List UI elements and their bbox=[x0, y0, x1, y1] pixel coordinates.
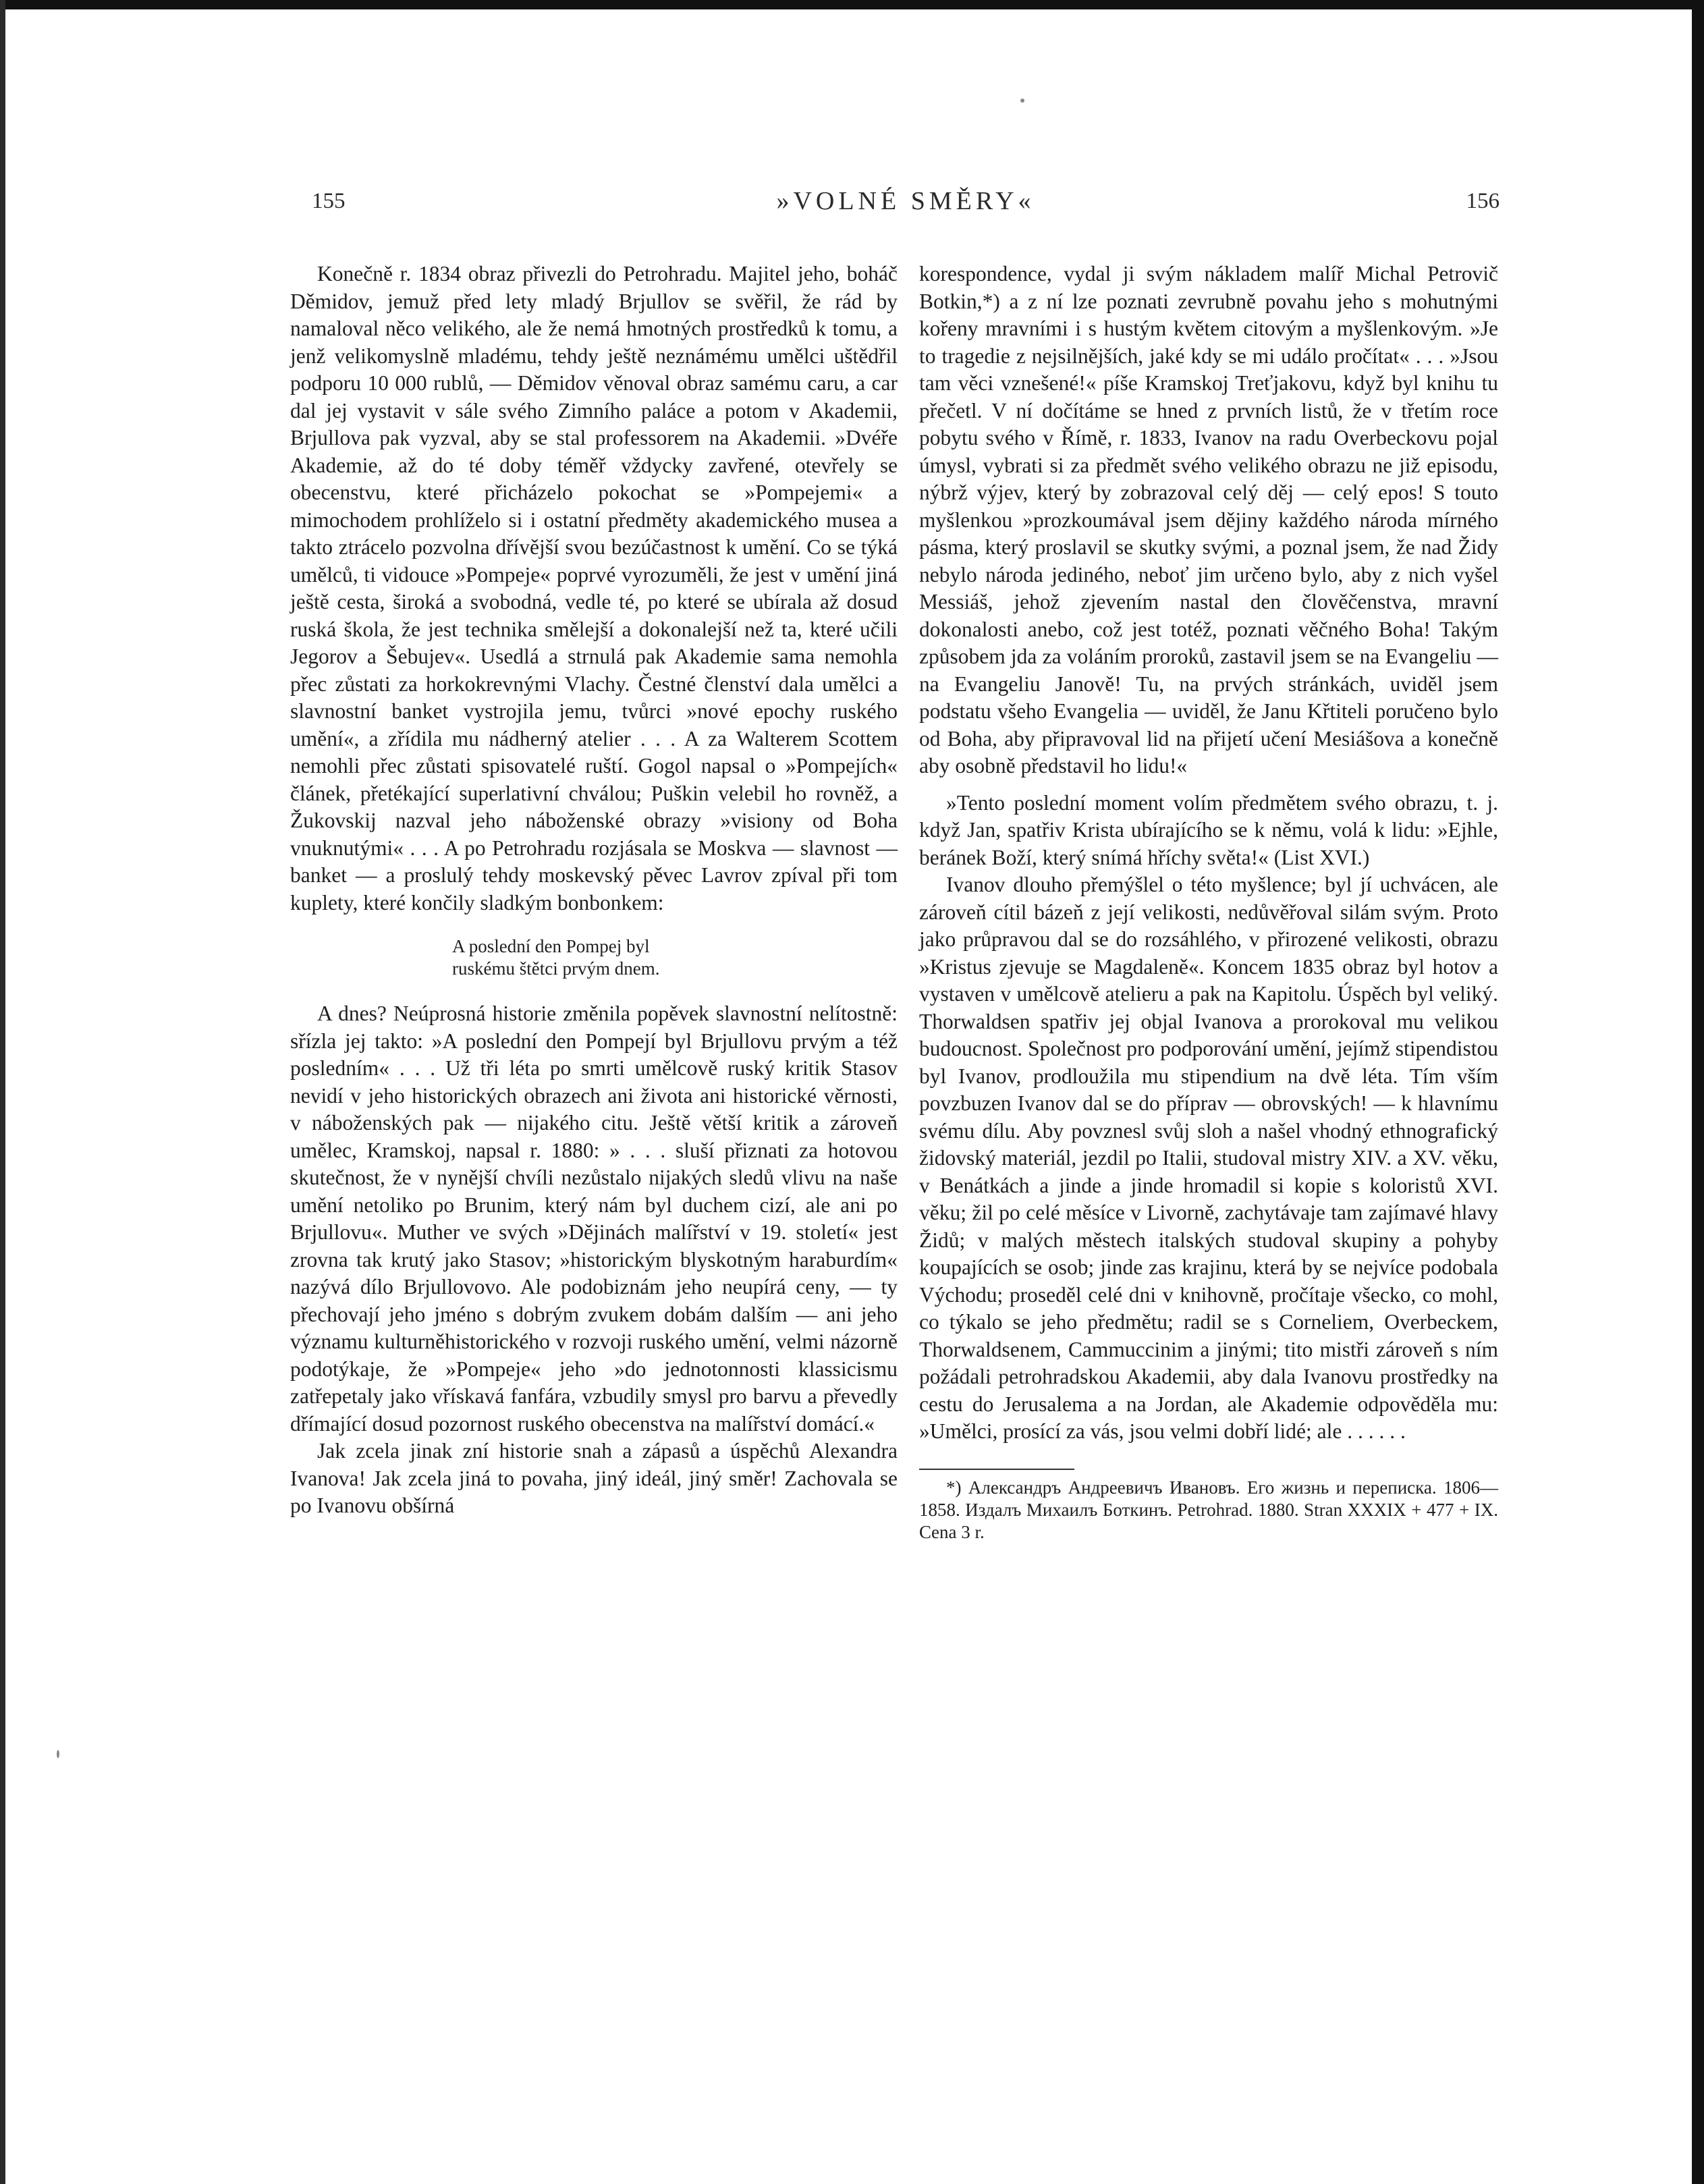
scan-border-top bbox=[0, 0, 1704, 9]
paragraph: »Tento poslední moment volím předmětem svého obrazu, t. j. když Jan, spatřiv Krista ubírajícího se k němu, volá k lidu: »Ejhle, beránek Boží, který snímá hříchy světa!« (List XVI.) bbox=[919, 790, 1498, 869]
page-number-left: 155 bbox=[312, 189, 346, 213]
paragraph: Konečně r. 1834 obraz přivezli do Petrohradu. Majitel jeho, boháč Děmidov, jemuž před lety mladý Brjullov se svěřil, že rád by namaloval něco velikého, ale že nemá hmotných prostředků k tomu, a jenž velikomyslně mladému, tehdy ještě neznámému umělci uštědřil podporu 10 000 rublů, — Děmidov věnoval obraz samému caru, a car dal jej vystavit v sále svého Zimního paláce a potom v Akademii, Brjullova pak vyzval, aby se stal professorem na Akademii. »Dvéře Akademie, až do té doby téměř vždycky zavřené, otevřely se obecenstvu, které přicházelo pokochat se »Pompejemi« a mimochodem prohlíželo si i ostatní předměty akademického musea a takto ztrácelo pozvolna dřívější svou bezúčastnost k umění. Co se týká umělců, ti vidouce »Pompeje« poprvé vyrozuměli, že jest v umění jiná ještě cesta, široká a svobodná, vedle té, po které se ubírala až dosud ruská škola, že jest technika smělejší a dokonalejší než ta, které učili Jegorov a Šebujev«. Usedlá a strnulá pak Akademie sama nemohla přec zůstati za horkokrevnými Vlachy. Čestné členství dala umělci a slavnostní banket vystrojila jemu, tvůrci »nové epochy ruského umění«, a zřídila mu nádherný atelier . . . A za Walterem Scottem nemohli přec zůstati spisovatelé ruští. Gogol napsal o »Pompejích« článek, přetékající superlativní chválou; Puškin velebil ho rovněž, a Žukovskij nazval jeho náboženské obrazy »visiony od Boha vnuknutými« . . . A po Petrohradu rozjásala se Moskva — slavnost — banket — a proslulý tehdy moskevský pěvec Lavrov zpíval při tom kuplety, které končily sladkým bonbonkem: bbox=[290, 262, 898, 914]
verse-line: ruskému štětci prvým dnem. bbox=[452, 958, 660, 979]
journal-title: »VOLNÉ SMĚRY« bbox=[776, 187, 1035, 215]
scan-border-left bbox=[0, 0, 5, 2184]
footnote-divider bbox=[919, 1469, 1074, 1470]
page-number-right: 156 bbox=[1466, 189, 1500, 213]
paragraph: Ivanov dlouho přemýšlel o této myšlence; byl jí uchvácen, ale zároveň cítil bázeň z její velikosti, nedůvěřoval silám svým. Proto jako průpravou dal se do rozsáhlého, v přirozené velikosti, obrazu »Kristus zjevuje se Magdaleně«. Koncem 1835 obraz byl hotov a vystaven v umělcově atelieru a pak na Kapitolu. Úspěch byl veliký. Thorwaldsen spatřiv jej objal Ivanova a prorokoval mu velikou budoucnost. Společnost pro podporování umění, jejímž stipendistou byl Ivanov, prodloužila mu stipendium na dvě léta. Tím vším povzbuzen Ivanov dal se do příprav — obrovských! — k hlavnímu svému dílu. Aby povznesl svůj sloh a našel vhodný ethnografický židovský materiál, jezdil po Italii, studoval mistry XIV. a XV. věku, v Benátkách a jinde a jinde hromadil si kopie s koloristů XVI. věku; žil po celé měsíce v Livorně, zachytávaje tam zajímavé hlavy Židů; v malých městech italských studoval skupiny a pohyby koupajících se osob; jinde zas krajinu, která by se nejvíce podobala Východu; proseděl celé dni v knihovně, pročítaje všecko, co mohl, co týkalo se jeho předmětu; radil se s Corneliem, Overbeckem, Thorwaldsenem, Cammuccinim a jinými; tito mistři zároveň s ním požádali petrohradskou Akademii, aby dala Ivanovu prostředky na cestu do Jerusalema a na Jordan, ale Akademie odpověděla mu: »Umělci, prosící za vás, jsou velmi dobří lidé; ale . . . . . . bbox=[919, 873, 1498, 1443]
verse-quote bbox=[290, 935, 898, 980]
paragraph: Jak zcela jinak zní historie snah a zápasů a úspěchů Alexandra Ivanova! Jak zcela jiná to povaha, jiný ideál, jiný směr! Zachovala se po Ivanovu obšírná bbox=[290, 1439, 898, 1517]
scan-speck bbox=[57, 1750, 59, 1758]
scan-border-right bbox=[1692, 0, 1704, 2184]
left-column bbox=[290, 261, 898, 1520]
right-column bbox=[919, 261, 1498, 1544]
paragraph: A dnes? Neúprosná historie změnila popěvek slavnostní nelítostně: sřízla jej takto: »A poslední den Pompejí byl Brjullovu prvým a též posledním« . . . Už tři léta po smrti umělcově ruský kritik Stasov nevidí v jeho historických obrazech ani života ani historické věrnosti, v náboženských pak — nijakého citu. Ještě větší kritik a zároveň umělec, Kramskoj, napsal r. 1880: » . . . sluší přiznati za hotovou skutečnost, že v nynější chvíli nezůstalo nijakých sledů vlivu na naše umění netoliko po Brunim, který nám byl duchem cizí, ale ani po Brjullovu«. Muther ve svých »Dějinách malířství v 19. století« jest zrovna tak krutý jako Stasov; »historickým blyskotným haraburdím« nazývá dílo Brjullovovo. Ale podobiznám jeho neupírá ceny, — ty přechovají jeho jméno s dobrým zvukem dobám dalším — ani jeho významu kulturněhistorického v rozvoji ruského umění, velmi názorně podotýkaje, že »Pompeje« jeho »do jednotonnosti klassicismu zatřepetaly jako vřískavá fanfára, vzbudily smysl pro barvu a převedly dřímající dosud pozornost ruského obecenstva na malířství domácí.« bbox=[290, 1002, 898, 1436]
paragraph: korespondence, vydal ji svým nákladem malíř Michal Petrovič Botkin,*) a z ní lze poznati zevrubně povahu jeho s mohutnými kořeny mravními i s hustým květem citovým a myšlenkovým. »Je to tragedie z nejsilnějších, jaké kdy se mi událo pročítat« . . . »Jsou tam věci vznešené!« píše Kramskoj Treťjakovu, když byl knihu tu přečetl. V ní dočítáme se hned z prvních listů, že v třetím roce pobytu svého v Římě, r. 1833, Ivanov na radu Overbeckovu pojal úmysl, vybrati si za předmět svého velikého obrazu ne již episodu, nýbrž výjev, který by zobrazoval celý děj — celý epos! S touto myšlenkou »prozkoumával jsem dějiny každého národa mírného pásma, který proslavil se skutky svými, a poznal jsem, že nad Židy nebylo národa jediného, neboť jim určeno bylo, aby z nich vyšel Messiáš, jehož zjevením nastal den člověčenstva, mravní dokonalosti anebo, což jest totéž, poznati věčného Boha! Takým způsobem jda za voláním proroků, zastavil jsem se na Evangeliu — na Evangeliu Janově! Tu, na prvých stránkách, uviděl jsem podstatu všeho Evangelia — uviděl, že Janu Křtiteli poručeno bylo od Boha, aby připravoval lid na přijetí učení Mesiášova a konečně aby osobně představil ho lidu!« bbox=[919, 262, 1498, 777]
footnote: *) Александръ Андреевичъ Ивановъ. Его жизнь и переписка. 1806—1858. Издалъ Михаилъ Боткинъ. Petrohrad. 1880. Stran XXXIX + 477 + IX. Cena 3 r. bbox=[919, 1477, 1498, 1542]
verse-line: A poslední den Pompej byl bbox=[452, 936, 650, 956]
running-header bbox=[312, 189, 1500, 223]
scan-speck bbox=[1020, 99, 1024, 103]
book-page bbox=[15, 12, 1687, 2172]
